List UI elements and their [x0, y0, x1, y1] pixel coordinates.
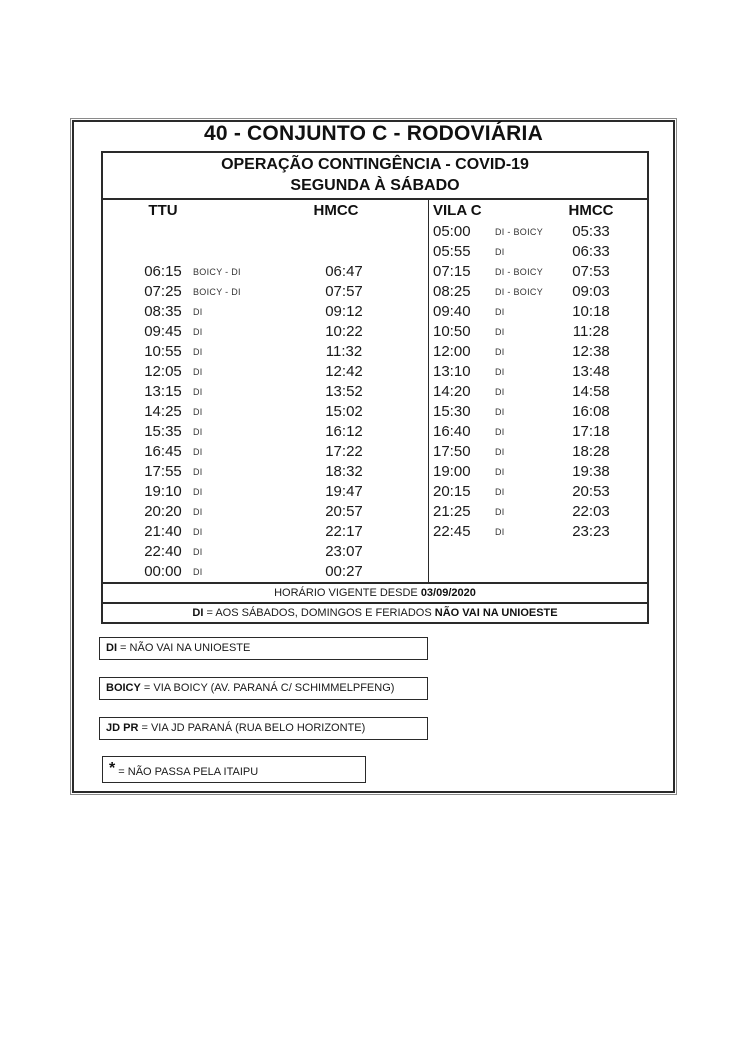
trip-note: DI [495, 387, 505, 397]
arrival-time: 09:12 [325, 303, 363, 320]
schedule-row [103, 382, 428, 402]
arrival-time: 16:08 [572, 403, 610, 420]
arrival-time: 22:03 [572, 503, 610, 520]
valid-from-row [103, 582, 647, 602]
departure-time: 13:15 [144, 383, 182, 400]
departure-time: 22:40 [144, 543, 182, 560]
schedule-row [429, 422, 647, 442]
schedule-row [103, 562, 428, 582]
departure-time: 16:40 [433, 423, 471, 440]
arrival-time: 18:32 [325, 463, 363, 480]
schedule-row [103, 262, 428, 282]
schedule-row [429, 222, 647, 242]
departure-time: 07:25 [144, 283, 182, 300]
schedule-row [429, 262, 647, 282]
legend-di-code: DI [106, 642, 117, 654]
trip-note: DI [193, 407, 203, 417]
departure-time: 14:25 [144, 403, 182, 420]
arrival-time: 13:48 [572, 363, 610, 380]
departure-time: 16:45 [144, 443, 182, 460]
schedule-pane-vilac-hmcc [428, 200, 647, 582]
departure-time: 10:55 [144, 343, 182, 360]
schedule-row [103, 422, 428, 442]
schedule-row [103, 222, 428, 242]
trip-note: DI [193, 447, 203, 457]
schedule-row [429, 342, 647, 362]
timetable [101, 151, 649, 624]
schedule-row [103, 442, 428, 462]
trip-note: DI [495, 467, 505, 477]
column-headers-right [429, 200, 647, 222]
trip-note: BOICY - DI [193, 267, 241, 277]
arrival-time: 16:12 [325, 423, 363, 440]
departure-time: 12:05 [144, 363, 182, 380]
arrival-time: 06:33 [572, 243, 610, 260]
schedule-row [429, 442, 647, 462]
schedule-row [429, 542, 647, 562]
arrival-time: 07:53 [572, 263, 610, 280]
di-note-code: DI [192, 607, 207, 619]
arrival-time: 10:18 [572, 303, 610, 320]
departure-time: 17:50 [433, 443, 471, 460]
schedule-row [103, 342, 428, 362]
schedule-rows-right [429, 222, 647, 582]
trip-note: DI [495, 367, 505, 377]
arrival-time: 23:07 [325, 543, 363, 560]
trip-note: DI [193, 307, 203, 317]
trip-note: DI [495, 407, 505, 417]
departure-time: 15:35 [144, 423, 182, 440]
trip-note: DI [193, 487, 203, 497]
departure-time: 05:55 [433, 243, 471, 260]
trip-note: DI [193, 327, 203, 337]
route-title: 40 - CONJUNTO C - RODOVIÁRIA [204, 122, 543, 145]
trip-note: DI - BOICY [495, 287, 544, 297]
schedule-row [103, 282, 428, 302]
trip-note: DI [193, 467, 203, 477]
column-header-vila-c: VILA C [433, 202, 482, 219]
schedule-row [103, 402, 428, 422]
arrival-time: 07:57 [325, 283, 363, 300]
legend-boicy-code: BOICY [106, 682, 141, 694]
departure-time: 15:30 [433, 403, 471, 420]
trip-note: DI [495, 527, 505, 537]
trip-note: DI [495, 307, 505, 317]
schedule-row [103, 502, 428, 522]
timetable-header [103, 153, 647, 200]
schedule-row [103, 542, 428, 562]
trip-note: DI [193, 347, 203, 357]
schedule-row [103, 322, 428, 342]
trip-note: DI [193, 547, 203, 557]
arrival-time: 11:28 [572, 323, 610, 340]
schedule-row [429, 462, 647, 482]
arrival-time: 14:58 [572, 383, 610, 400]
arrival-time: 09:03 [572, 283, 610, 300]
di-note-text: = AOS SÁBADOS, DOMINGOS E FERIADOS [206, 607, 435, 619]
valid-from-date: 03/09/2020 [420, 587, 476, 599]
legend-jd-pr [99, 717, 428, 740]
departure-time: 09:45 [144, 323, 182, 340]
arrival-time: 22:17 [325, 523, 363, 540]
departure-time: 22:45 [433, 523, 471, 540]
column-header-ttu: TTU [148, 202, 178, 219]
trip-note: DI [495, 427, 505, 437]
trip-note: DI - BOICY [495, 267, 544, 277]
trip-note: DI [193, 507, 203, 517]
departure-time: 07:15 [433, 263, 471, 280]
column-headers-left [103, 200, 428, 222]
schedule-row [429, 562, 647, 582]
departure-time: 19:00 [433, 463, 471, 480]
arrival-time: 11:32 [325, 343, 363, 360]
trip-note: DI [495, 327, 505, 337]
valid-from-label: HORÁRIO VIGENTE DESDE [274, 587, 421, 599]
days-subtitle: SEGUNDA À SÁBADO [290, 177, 460, 194]
departure-time: 21:40 [144, 523, 182, 540]
departure-time: 09:40 [433, 303, 471, 320]
trip-note: BOICY - DI [193, 287, 241, 297]
departure-time: 10:50 [433, 323, 471, 340]
arrival-time: 17:22 [325, 443, 363, 460]
departure-time: 13:10 [433, 363, 471, 380]
legend-di [99, 637, 428, 660]
legend-jd-pr-text: = VIA JD PARANÁ (RUA BELO HORIZONTE) [138, 722, 366, 734]
trip-note: DI - BOICY [495, 227, 544, 237]
schedule-row [429, 282, 647, 302]
arrival-time: 15:02 [325, 403, 363, 420]
arrival-time: 12:42 [325, 363, 363, 380]
document-frame [70, 118, 677, 795]
departure-time: 05:00 [433, 223, 471, 240]
schedule-row [103, 482, 428, 502]
arrival-time: 13:52 [325, 383, 363, 400]
arrival-time: 19:47 [325, 483, 363, 500]
schedule-row [429, 402, 647, 422]
schedule-row [429, 362, 647, 382]
departure-time: 00:00 [144, 563, 182, 580]
schedule-row [103, 242, 428, 262]
departure-time: 20:20 [144, 503, 182, 520]
legend-asterisk [102, 756, 366, 783]
di-note-row [103, 602, 647, 622]
arrival-time: 05:33 [572, 223, 610, 240]
arrival-time: 20:57 [325, 503, 363, 520]
arrival-time: 19:38 [572, 463, 610, 480]
legend-boicy [99, 677, 428, 700]
legend-boicy-text: = VIA BOICY (AV. PARANÁ C/ SCHIMMELPFENG) [140, 682, 395, 694]
schedule-row [103, 522, 428, 542]
trip-note: DI [495, 487, 505, 497]
arrival-time: 06:47 [325, 263, 363, 280]
trip-note: DI [193, 567, 203, 577]
schedule-row [103, 302, 428, 322]
trip-note: DI [193, 387, 203, 397]
arrival-time: 00:27 [325, 563, 363, 580]
schedule-row [429, 502, 647, 522]
trip-note: DI [495, 447, 505, 457]
operation-subtitle: OPERAÇÃO CONTINGÊNCIA - COVID-19 [221, 156, 529, 173]
legend-asterisk-text: = NÃO PASSA PELA ITAIPU [115, 766, 259, 778]
trip-note: DI [193, 527, 203, 537]
schedule-row [429, 382, 647, 402]
trip-note: DI [193, 367, 203, 377]
departure-time: 08:35 [144, 303, 182, 320]
arrival-time: 12:38 [572, 343, 610, 360]
schedule-row [103, 362, 428, 382]
departure-time: 06:15 [144, 263, 182, 280]
arrival-time: 20:53 [572, 483, 610, 500]
departure-time: 21:25 [433, 503, 471, 520]
arrival-time: 17:18 [572, 423, 610, 440]
departure-time: 19:10 [144, 483, 182, 500]
trip-note: DI [495, 347, 505, 357]
legend-di-text: = NÃO VAI NA UNIOESTE [117, 642, 251, 654]
trip-note: DI [495, 507, 505, 517]
legend-jd-pr-code: JD PR [106, 722, 139, 734]
schedule-grid [103, 200, 647, 582]
column-header-hmcc-right: HMCC [568, 202, 614, 219]
departure-time: 12:00 [433, 343, 471, 360]
column-header-hmcc-left: HMCC [313, 202, 359, 219]
departure-time: 17:55 [144, 463, 182, 480]
departure-time: 20:15 [433, 483, 471, 500]
schedule-row [429, 482, 647, 502]
schedule-row [103, 462, 428, 482]
arrival-time: 18:28 [572, 443, 610, 460]
schedule-row [429, 242, 647, 262]
departure-time: 14:20 [433, 383, 471, 400]
schedule-row [429, 302, 647, 322]
departure-time: 08:25 [433, 283, 471, 300]
di-note-bold: NÃO VAI NA UNIOESTE [434, 607, 558, 619]
schedule-row [429, 322, 647, 342]
trip-note: DI [495, 247, 505, 257]
arrival-time: 23:23 [572, 523, 610, 540]
trip-note: DI [193, 427, 203, 437]
schedule-rows-left [103, 222, 428, 582]
schedule-pane-ttu-hmcc [103, 200, 428, 582]
legend-asterisk-code: * [109, 760, 116, 777]
arrival-time: 10:22 [325, 323, 363, 340]
schedule-row [429, 522, 647, 542]
